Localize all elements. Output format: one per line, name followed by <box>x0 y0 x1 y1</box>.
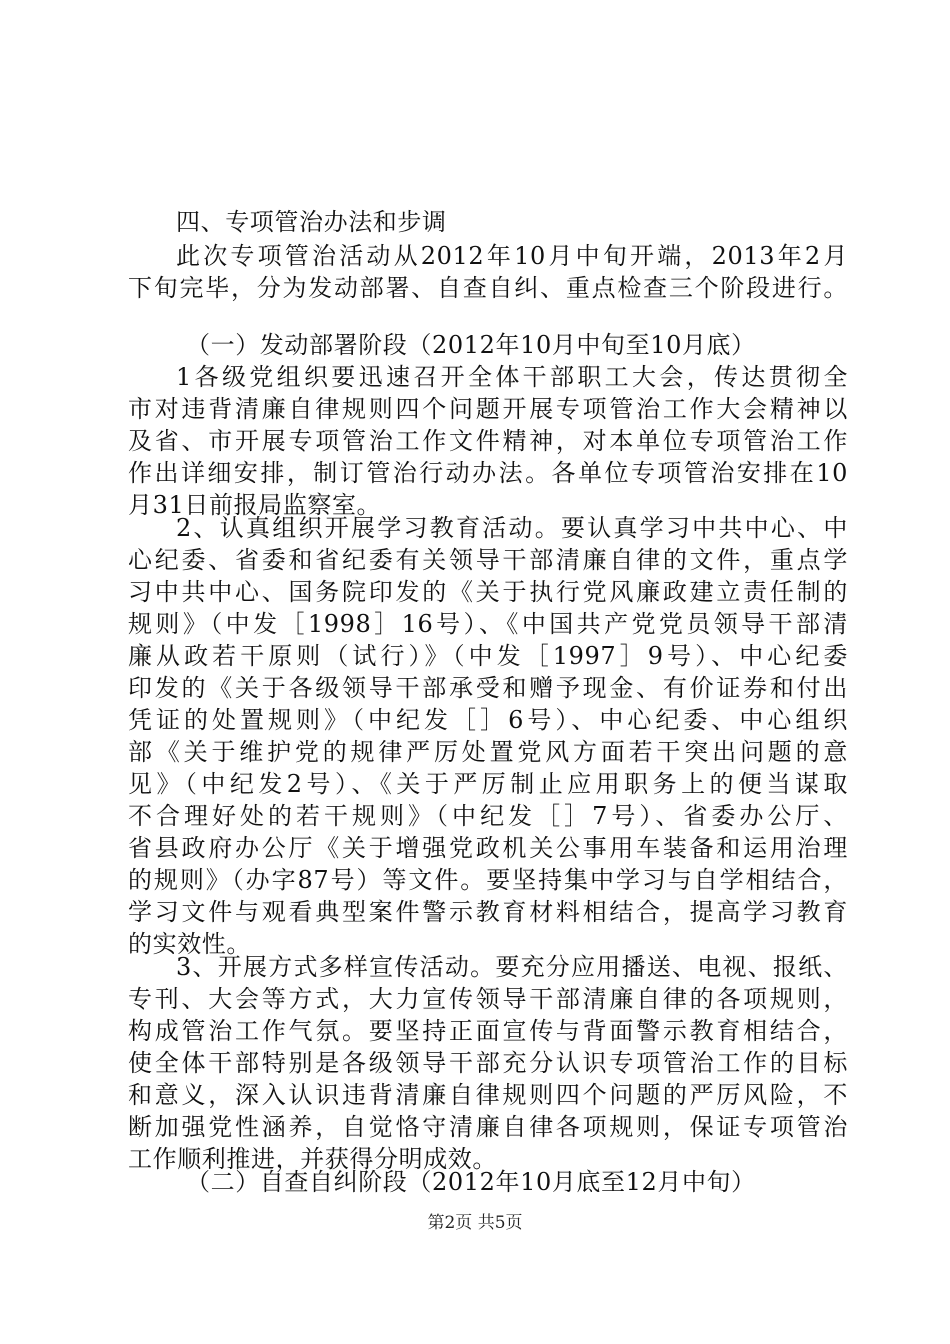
paragraph-line: 工作顺利推进，并获得分明成效。 <box>128 1145 497 1173</box>
paragraph-line: 及省、市开展专项管治工作文件精神，对本单位专项管治工作 <box>128 427 848 455</box>
paragraph-line: 2、认真组织开展学习教育活动。要认真学习中共中心、中 <box>176 514 848 542</box>
paragraph-line: 构成管治工作气氛。要坚持正面宣传与背面警示教育相结合， <box>128 1017 848 1045</box>
page-number-footer: 第2页 共5页 <box>427 1213 523 1233</box>
paragraph-line: 市对违背清廉自律规则四个问题开展专项管治工作大会精神以 <box>128 395 848 423</box>
paragraph-line: 和意义，深入认识违背清廉自律规则四个问题的严厉风险，不 <box>128 1081 848 1109</box>
paragraph-line: 的实效性。 <box>128 930 251 958</box>
paragraph-line: 断加强党性涵养，自觉恪守清廉自律各项规则，保证专项管治 <box>128 1113 848 1141</box>
paragraph-line: 专刊、大会等方式，大力宣传领导干部清廉自律的各项规则， <box>128 985 848 1013</box>
stage-heading: （一）发动部署阶段（2012年10月中旬至10月底） <box>186 331 756 359</box>
paragraph-line: 习中共中心、国务院印发的《关于执行党风廉政建立责任制的 <box>128 578 848 606</box>
paragraph-line: 凭证的处置规则》（中纪发［］6号）、中心纪委、中心组织 <box>128 706 848 734</box>
paragraph-line: 3、开展方式多样宣传活动。要充分应用播送、电视、报纸、 <box>176 953 848 981</box>
paragraph-line: 下旬完毕，分为发动部署、自查自纠、重点检查三个阶段进行。 <box>128 274 848 302</box>
paragraph-line: 省县政府办公厅《关于增强党政机关公事用车装备和运用治理 <box>128 834 848 862</box>
paragraph-line: 心纪委、省委和省纪委有关领导干部清廉自律的文件，重点学 <box>128 546 848 574</box>
section-heading: 四、专项管治办法和步调 <box>176 208 447 236</box>
paragraph-line: 学习文件与观看典型案件警示教育材料相结合，提高学习教育 <box>128 898 848 926</box>
paragraph-line: 不合理好处的若干规则》（中纪发［］7号）、省委办公厅、 <box>128 802 848 830</box>
paragraph-line: 部《关于维护党的规律严厉处置党风方面若干突出问题的意 <box>128 738 848 766</box>
paragraph-line: 此次专项管治活动从2012年10月中旬开端，2013年2月 <box>176 242 848 270</box>
paragraph-line: 月31日前报局监察室。 <box>128 491 382 519</box>
paragraph-line: 印发的《关于各级领导干部承受和赠予现金、有价证券和付出 <box>128 674 848 702</box>
paragraph-line: 廉从政若干原则（试行）》（中发［1997］9号）、中心纪委 <box>128 642 848 670</box>
paragraph-line: 规则》（中发［1998］16号）、《中国共产党党员领导干部清 <box>128 610 848 638</box>
paragraph-line: 作出详细安排，制订管治行动办法。各单位专项管治安排在10 <box>128 459 848 487</box>
paragraph-line: 见》（中纪发2号）、《关于严厉制止应用职务上的便当谋取 <box>128 770 848 798</box>
paragraph-line: 的规则》（办字87号）等文件。要坚持集中学习与自学相结合， <box>128 866 848 894</box>
stage-heading: （二）自查自纠阶段（2012年10月底至12月中旬） <box>186 1168 756 1196</box>
paragraph-line: 1各级党组织要迅速召开全体干部职工大会，传达贯彻全 <box>176 363 848 391</box>
paragraph-line: 使全体干部特别是各级领导干部充分认识专项管治工作的目标 <box>128 1049 848 1077</box>
